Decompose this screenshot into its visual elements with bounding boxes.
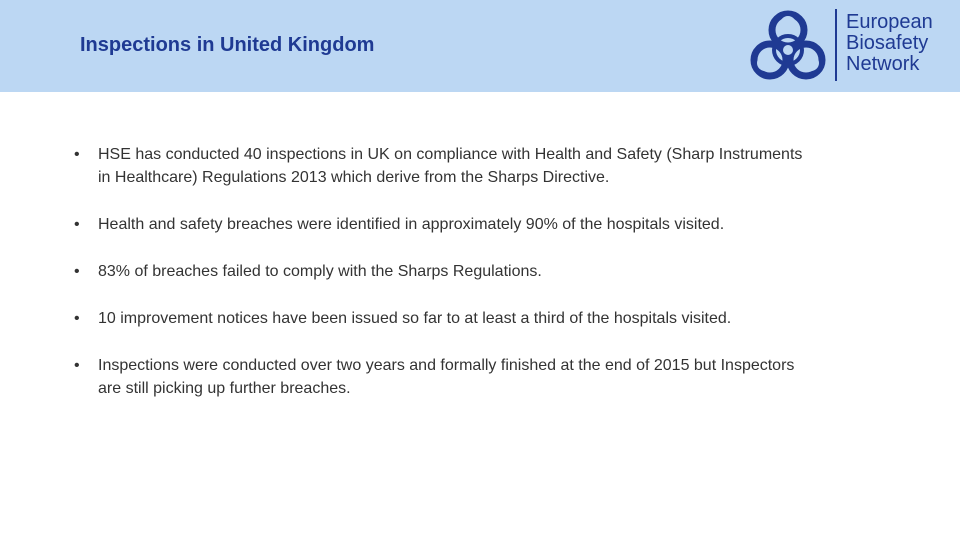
bullet-dot: • — [74, 357, 80, 374]
slide-title: Inspections in United Kingdom — [80, 34, 375, 56]
slide-header — [0, 0, 960, 92]
bullet-item — [74, 143, 804, 189]
bullet-list — [74, 143, 804, 424]
bullet-dot: • — [74, 263, 80, 280]
biohazard-icon — [748, 8, 828, 84]
logo-divider — [835, 9, 837, 81]
bullet-dot: • — [74, 216, 80, 233]
logo-line-1: European — [846, 11, 933, 33]
bullet-dot: • — [74, 310, 80, 327]
bullet-item — [74, 213, 804, 236]
bullet-item — [74, 354, 804, 400]
bullet-item — [74, 260, 804, 283]
bullet-text: Health and safety breaches were identified in approximately 90% of the hospitals visited. — [98, 216, 725, 233]
bullet-text: 83% of breaches failed to comply with the Sharps Regulations. — [98, 263, 542, 280]
logo-line-3: Network — [846, 53, 920, 75]
ebsn-logo — [748, 6, 948, 86]
bullet-text: 10 improvement notices have been issued so far to at least a third of the hospitals visited. — [98, 310, 732, 327]
bullet-text: HSE has conducted 40 inspections in UK on compliance with Health and Safety (Sharp Instruments in Healthcare) Regulations 2013 which derive from the Sharps Directive. — [98, 146, 803, 186]
logo-wordmark — [846, 12, 933, 75]
bullet-dot: • — [74, 146, 80, 163]
bullet-text: Inspections were conducted over two years and formally finished at the end of 2015 but Inspectors are still picking up further breaches. — [98, 357, 795, 397]
bullet-item — [74, 307, 804, 330]
logo-line-2: Biosafety — [846, 32, 929, 54]
